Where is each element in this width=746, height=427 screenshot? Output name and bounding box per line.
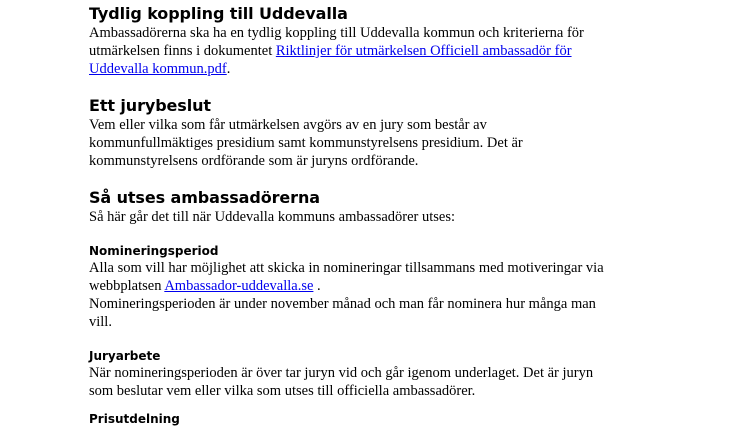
paragraph-koppling-text: Ambassadörerna ska ha en tydlig koppling till Uddevalla kommun och kriterierna för utmärkelsen finns i dokumentet bbox=[89, 25, 584, 59]
guidelines-pdf-link[interactable]: Riktlinjer för utmärkelsen Officiell ambassadör för Uddevalla kommun.pdf bbox=[89, 43, 572, 77]
subheading-nomineringsperiod: Nomineringsperiod bbox=[89, 244, 219, 258]
paragraph-nominering bbox=[89, 259, 609, 295]
ambassador-website-link[interactable]: Ambassador-uddevalla.se bbox=[164, 278, 314, 294]
subheading-juryarbete: Juryarbete bbox=[89, 349, 161, 363]
subheading-prisutdelning-wrapper bbox=[89, 411, 180, 427]
spacer bbox=[89, 331, 609, 348]
spacer bbox=[89, 78, 609, 96]
paragraph-utses-intro: Så här går det till när Uddevalla kommuns ambassadörer utses: bbox=[89, 209, 456, 225]
paragraph-nominering-period: Nomineringsperioden är under november månad och man får nominera hur många man vill. bbox=[89, 296, 596, 330]
heading-tydlig-koppling: Tydlig koppling till Uddevalla bbox=[89, 4, 348, 23]
paragraph-koppling-end: . bbox=[226, 61, 231, 77]
heading-utses: Så utses ambassadörerna bbox=[89, 188, 320, 207]
spacer bbox=[89, 170, 609, 188]
paragraph-nominering-end: . bbox=[313, 278, 321, 294]
subheading-prisutdelning: Prisutdelning bbox=[89, 412, 180, 426]
heading-jurybeslut: Ett jurybeslut bbox=[89, 96, 211, 115]
spacer bbox=[89, 226, 609, 243]
paragraph-koppling bbox=[89, 24, 609, 78]
paragraph-nominering-text: Alla som vill har möjlighet att skicka in nomineringar tillsammans med motiveringar via webbplatsen bbox=[89, 260, 604, 294]
paragraph-jurybeslut: Vem eller vilka som får utmärkelsen avgörs av en jury som består av kommunfullmäktiges presidium samt kommunstyrelsens presidium. Det är kommunstyrelsens ordförande som är juryns ordförande. bbox=[89, 117, 523, 169]
paragraph-juryarbete: När nomineringsperioden är över tar juryn vid och går igenom underlaget. Det är juryn som beslutar vem eller vilka som utses till officiella ambassadörer. bbox=[89, 365, 594, 399]
document-body bbox=[89, 4, 609, 400]
